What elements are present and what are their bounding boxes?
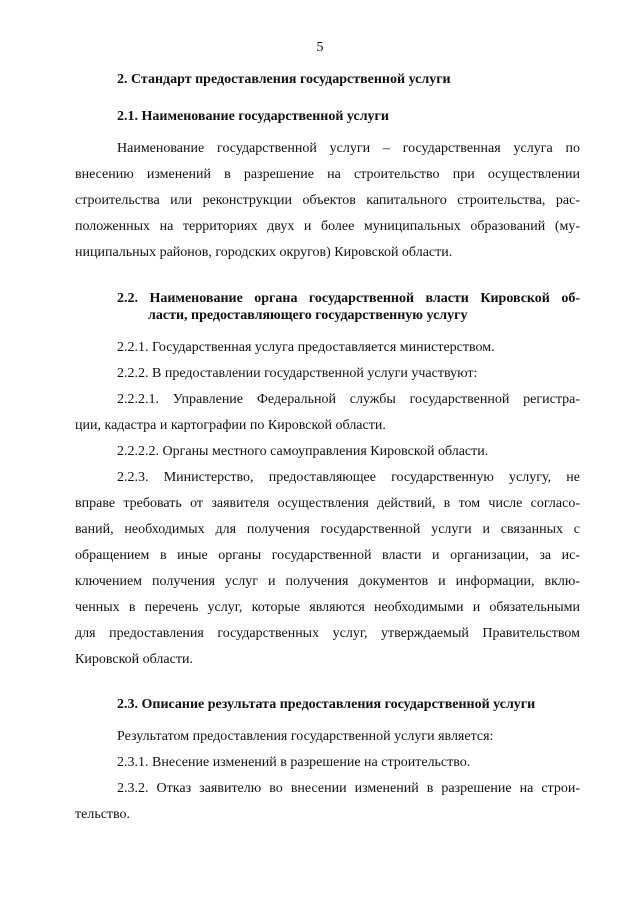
paragraph-line: ваний, необходимых для получения государственной услуги и связанных с — [75, 522, 580, 537]
paragraph-line: обращением в иные органы государственной власти и организации, за ис- — [75, 548, 580, 563]
paragraph-line: вправе требовать от заявителя осуществления действий, в том числе согласо- — [75, 496, 580, 511]
paragraph-line: 2.2.2.2. Органы местного самоуправления Кировской области. — [117, 444, 489, 459]
paragraph-line: Наименование государственной услуги – государственная услуга по — [117, 141, 580, 156]
paragraph-line: ченных в перечень услуг, которые являются необходимыми и обязательными — [75, 600, 580, 615]
paragraph-line: внесению изменений в разрешение на строительство при осуществлении — [75, 167, 580, 182]
paragraph-line: 2.2.2.1. Управление Федеральной службы государственной регистра- — [117, 392, 580, 407]
paragraph-line: ниципальных районов, городских округов) Кировской области. — [75, 245, 453, 260]
subsection-2-1-title: 2.1. Наименование государственной услуги — [117, 109, 389, 124]
subsection-2-3-title: 2.3. Описание результата предоставления государственной услуги — [117, 697, 536, 712]
section-title: 2. Стандарт предоставления государственной услуги — [117, 72, 451, 87]
paragraph-line: ключением получения услуг и получения документов и информации, вклю- — [75, 574, 580, 589]
paragraph-line: 2.3.2. Отказ заявителю во внесении изменений в разрешение на строи- — [117, 781, 580, 796]
paragraph-line: 2.2.3. Министерство, предоставляющее государственную услугу, не — [117, 470, 580, 485]
paragraph-line: для предоставления государственных услуг, утверждаемый Правительством — [75, 626, 580, 641]
subsection-2-2-title-line1: 2.2. Наименование органа государственной власти Кировской об- — [117, 291, 580, 306]
paragraph-line: положенных на территориях двух и более муниципальных образований (му- — [75, 219, 580, 234]
page-number: 5 — [316, 40, 324, 55]
paragraph-line: 2.2.1. Государственная услуга предоставляется министерством. — [117, 340, 495, 355]
paragraph-line: ции, кадастра и картографии по Кировской области. — [75, 418, 386, 433]
paragraph-line: Результатом предоставления государственной услуги является: — [117, 729, 494, 744]
paragraph-line: 2.2.2. В предоставлении государственной услуги участвуют: — [117, 366, 478, 381]
subsection-2-2-title-line2: ласти, предоставляющего государственную услугу — [148, 308, 468, 323]
paragraph-line: Кировской области. — [75, 652, 193, 667]
paragraph-line: строительства или реконструкции объектов капитального строительства, рас- — [75, 193, 580, 208]
paragraph-line: тельство. — [75, 807, 131, 822]
paragraph-line: 2.3.1. Внесение изменений в разрешение на строительство. — [117, 755, 471, 770]
